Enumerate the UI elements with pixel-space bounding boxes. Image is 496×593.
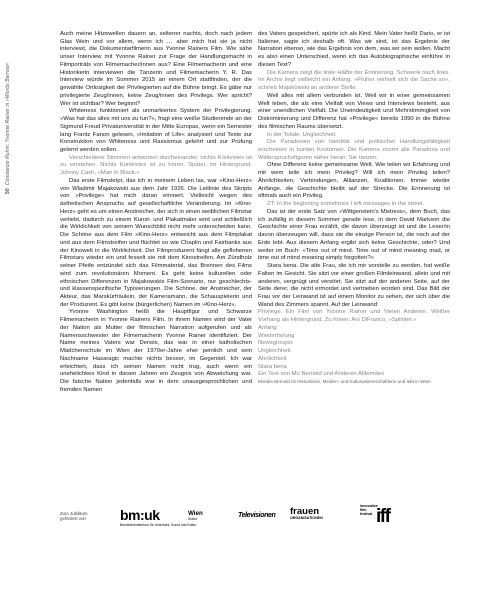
paragraph: Weil alles mit allem verbunden ist. Weil wir in einer gemeinsamen Welt leben, die als eine Vielfalt von Views und Interviews besteht, aus einer unendlichen Vielfalt. Die Uneindeutigkeit und Mehrstimmigkeit von Diskriminierung und Differenz hat »Privilege« bereits 1990 in die Bühne des filmischen Raums übersetzt. — [258, 92, 450, 130]
wien-kultur-logo: Wien Kultur — [188, 510, 203, 522]
paragraph: Auch meine Hitzewellen dauern an, seltener nachts, doch nach jedem Glas Wein und vor allem, wenn ich … aber mich hat sie ja nicht interviewt, die Dokumentarfilmerin aus Yvonne Rainers Film. Wie sähe unser Interview mit Yvonne Rainer zur Frage der Handlungsmacht in Filmporträts von Filmemacher/innen aus? Eine Filmemacherin und eine Historikerin interviewen die Tänzerin und Filmemacherin Y. R. Das Interview würde im Sommer 2015 an einem Ort stattfinden, der die gewählte Ortlosigkeit der Privilegierten auf die Bühne bringt. Es gäbe nur privilegierte Zeug/innen, keine Zeug/innen des Privilegs. Wer spricht? Wer ist sichtbar? Wer beginnt? — [60, 31, 252, 107]
paragraph: des Vaters gespeichert, spürte ich als Kind. Mein Vater heißt Dario, er ist Italiener, sagte ich deshalb oft. Was wir sind, ist das Ergebnis der Narration ebenso, wie das Ergebnis von dem, was wir sein wollen. Macht es also einen Unterschied, wenn ich das Autobiographische einführe in diesen Text? — [258, 31, 450, 68]
text-column-right — [258, 31, 450, 385]
text-column-left — [60, 31, 252, 395]
paragraph: Stara bena. Die alte Frau, die ich mir vorstelle zu werden, hat weiße Falten im Gesicht. Sie sitzt vor einer großen Filmleinwand, allein und mit anderen, vergnügt und verstört. Sie sitzt auf der anderen Seite, auf der Seite derer, die nicht ermordet und vertrieben worden sind. Das Bild der Frau vor der Leinwand ist auf einem Monitor zu sehen, der sich über die Wand des Zimmers spannt. Auf der Leinwand: — [258, 263, 450, 308]
paragraph: Whiteness funktioniert als unmarkiertes System der Privilegierung. »Was hat das alles mit uns zu tun?«, fragt eine weiße Studierende an der Sigmund Freud Privatuniversität in der Mitte Europas, wenn ein Semester lang Frantz Fanon gelesen, »Imitation of Life« analysiert und Texte zur Konstruktion von Whiteness und Rassismus gelehrt und zur Prüfung gelernt werden sollen. — [60, 108, 252, 154]
author-bio: Monika Bernold ist Historikerin, Medien- und Kulturwissenschaftlerin und lebt in Wien. — [258, 379, 432, 385]
credit-line: Newsgroupst — [258, 340, 293, 347]
stage-direction: Verschiedene Stimmen antworten durcheinander, nichts Konkretes ist zu verstehen. Nichts Konkretes ist zu hören. Später, im Hintergrund: Johnny Cash, »Man in Black.« — [60, 154, 252, 177]
credit-line: Stara bena — [258, 363, 287, 370]
stage-direction: Die Kamera zeigt die linke Hälfte der Erinnerung. Schwenk nach links. Im Archiv liegt vielleicht ein Anfang. »Früher verhielt sich die Sache so«, schrieb Majakowski an anderer Stelle. — [258, 69, 450, 92]
sponsor-footer — [60, 504, 460, 543]
bmuk-logo: bm:uk Bundesministerium für Unterricht, Kunst und Kultur — [120, 507, 197, 527]
stage-direction: In der Totale: Ungleichheit. — [267, 131, 337, 138]
running-head — [3, 6, 17, 196]
credit-line: Anfang — [258, 324, 277, 331]
running-head-text: Constanze Ruhm: Yvonne Rainer in »Words Barrow» — [5, 62, 11, 186]
iff-logo: innovative film festival iff — [360, 504, 390, 527]
paragraph: Das erste Filmskript, das ich in meinem Leben las, war »Kino-Herz« von Wladimir Majakowski aus dem Jahr 1926. Die Leitlinie des Skripts von »Privilege« hat mich daran erinnert. Vielleicht wegen des ästhetischen Anspruchs auf gesellschaftliche Veränderung. Im »Kino-Herz« geht es um einen Anstreicher, der sich in einen weiblichen Filmstar verliebt, dadurch zu einem Kunst- und Plakatmaler wird und schließlich die Wirklichkeit von seinem Wunschbild nicht mehr unterscheiden kann. Die Schöne aus dem Film »Kino-Herz« entweicht aus dem Filmplakat und aus dem Filmstreifen und flüchtet so wie Chaplin und Fairbanks aus der Kinowelt in die Wirklichkeit. Der Filmproduzent fängt alle geflohenen Filmstars wieder ein und fesselt sie mit dem Kinostreifen. Am Zündholz seiner Pfeife entzündet sich das Filmmaterial, das Brennen des Films wird zum revolutionären Moment. Es geht keine kulturellen oder ethnischen Differenzen in Majakowskis Film-Szenario, nur geschlechts- und klassenspezifische Typisierungen. Die Schöne, der Anstreicher, der Akteur, das Marskürfräulein, der Kameramann, die Schauspielerin und der Produzent. Es gibt keine (bürgerlichen) Namen im »Kino-Herz«. — [60, 177, 252, 308]
stage-direction: Die Paradoxien von Identität und politischer Handlungsfähigkeit erscheinen in bunten Kostümen. Die Kamera zoomt alle Paradoxa und Widerspruchsfiguren näher heran. Sie tanzen. — [258, 139, 450, 161]
paragraph: Das ist der erste Satz von »Wittgenstein's Mistress«, dem Buch, das ich zufällig in diesem Sommer gerade lese, in dem David Markson die Geschichte einer Frau erzählt, die davon überzeugt ist und die Leser/in davon überzeugen will, dass sie die einzige Person ist, die noch auf der Erde lebt. Aus diesem Anfang ergibt sich keine Geschichte, oder? Und weiter im Buch: »Time out of mind. Time out of mind meaning mad, or time out of mind meaning simply forgotten?« — [258, 208, 450, 262]
stage-direction: ZT: In the beginning sometimes I left messages in the street. — [267, 201, 425, 208]
credit-line: Ein Text von Mo Bernold und Anderen Alltemden — [258, 371, 385, 378]
paragraph: Ohne Differenz keine gemeinsame Welt. Wie teilen wir Erfahrung und mit wem teile ich mein Privileg? Will ich mein Privileg teilen? Ähnlichkeiten, Verbindungen, Allianzen, Koalitionen. Immer wieder Anfänge, die Geschichte bleibt auf der Strecke. Die Erinnerung ist oftmals auch ein Privileg. — [258, 162, 450, 200]
televisionen-logo: Televisionen — [238, 512, 276, 519]
credit-line: Ungleichheit — [258, 348, 291, 355]
frauen-logo: frauen ORGANISATIONEN — [290, 506, 323, 520]
paragraph: Yvonne Washington heißt die Hauptfigur und Schwarze Filmemacherin in Yvonne Rainers Film. In ihrem Namen wird der Vater der Nation als Mutter der filmischen Narration aufgerufen und als Namensschwester der Filmemacherin Yvonne Rainer identifiziert. Der Name meines Vaters war Derwis, das war in einer katholischen Mädchenschule im Wien der 1970er-Jahre eher peinlich und sein Nachname Hasaragic machte nichts besser, im Gegenteil. Ich war erleichtert, dass ich seinen Namen nicht trug, auch wenn ein unehelichkes Kind in diesen Jahren ein Zeugnis von Abweichung war. Die falsche Nation jedenfalls war in dem unausgesprochlichen und fremden Namen — [60, 309, 252, 393]
funding-note: Zum Jubiläum gefördert von — [60, 511, 88, 522]
credit-line: Ähnlichkeit — [258, 355, 287, 362]
credit-line: Wiederholung — [258, 332, 295, 339]
page-number: 50 — [5, 188, 11, 194]
credit-line: Privilege. Ein Film von Yvonne Rainer und Vielen Anderen. Weißer Vorhang als Hintergrund. Zu hören: Ani DiFranco, »Splinter.« — [258, 309, 450, 324]
